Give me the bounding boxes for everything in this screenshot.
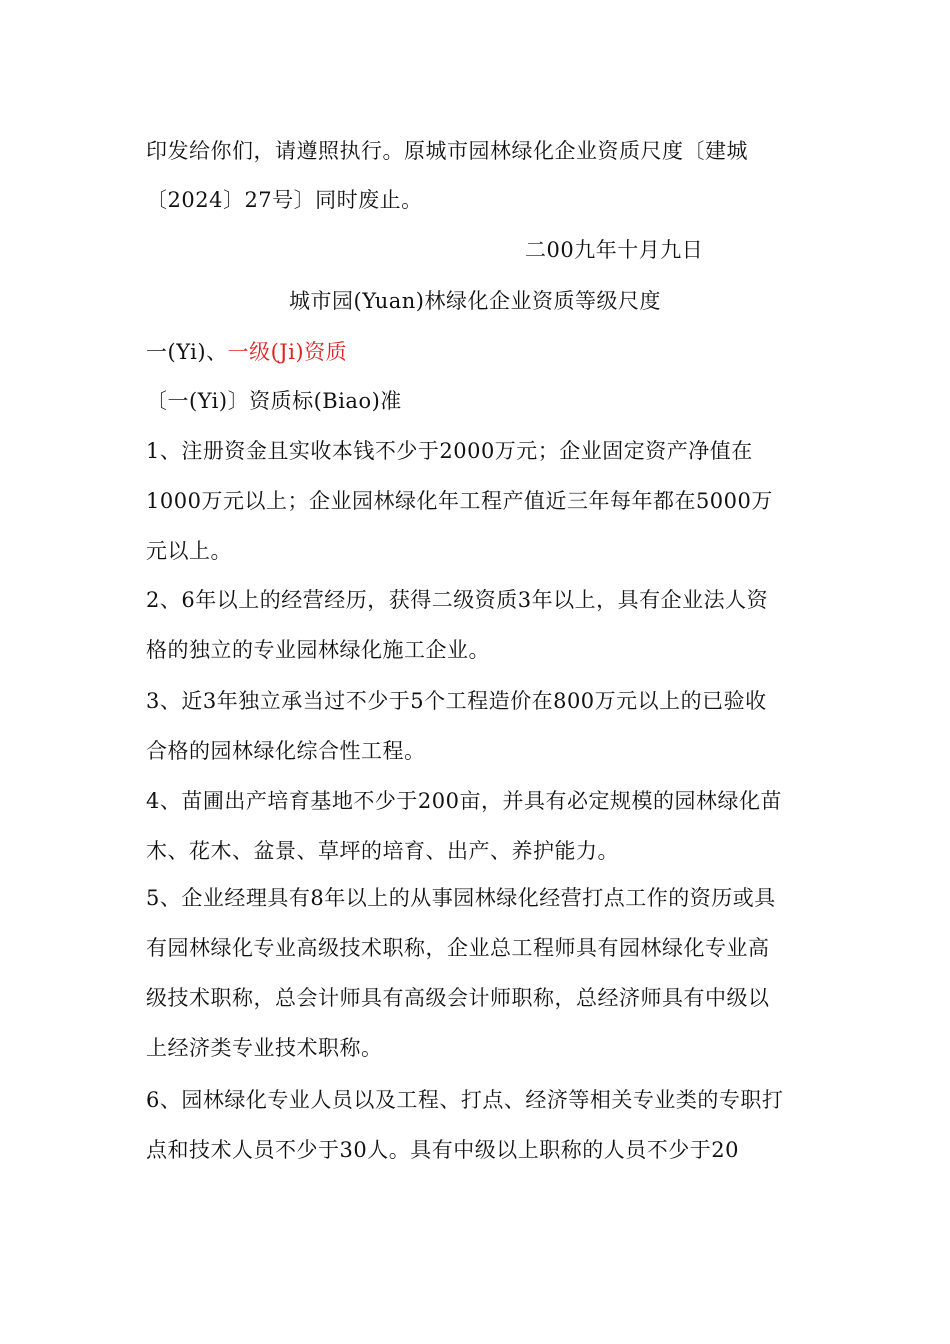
text-line: 合格的园林绿化综合性工程。 (146, 739, 426, 763)
text-line: 4、苗圃出产培育基地不少于200亩，并具有必定规模的园林绿化苗 (146, 789, 782, 813)
text-line: 元以上。 (146, 539, 232, 563)
text-line: 上经济类专业技术职称。 (146, 1036, 383, 1060)
document-title: 城市园(Yuan)林绿化企业资质等级尺度 (289, 289, 661, 313)
text-line: 2、6年以上的经营经历，获得二级资质3年以上，具有企业法人资 (146, 588, 769, 612)
text-line: 3、近3年独立承当过不少于5个工程造价在800万元以上的已验收 (146, 689, 767, 713)
text-line: 5、企业经理具有8年以上的从事园林绿化经营打点工作的资历或具 (146, 886, 776, 910)
section-title-highlight: 一级(Ji)资质 (227, 340, 348, 364)
text-line: 1000万元以上；企业园林绿化年工程产值近三年每年都在5000万 (146, 489, 773, 513)
text-line: 6、园林绿化专业人员以及工程、打点、经济等相关专业类的专职打 (146, 1088, 784, 1112)
text-line: 〔2024〕27号〕同时废止。 (146, 188, 423, 212)
document-date: 二00九年十月九日 (525, 238, 704, 262)
text-line: 木、花木、盆景、草坪的培育、出产、养护能力。 (146, 839, 619, 863)
text-line: 级技术职称，总会计师具有高级会计师职称，总经济师具有中级以 (146, 986, 770, 1010)
text-line: 点和技术人员不少于30人。具有中级以上职称的人员不少于20 (146, 1138, 739, 1162)
text-line: 有园林绿化专业高级技术职称，企业总工程师具有园林绿化专业高 (146, 936, 770, 960)
text-line: 印发给你们，请遵照执行。原城市园林绿化企业资质尺度〔建城 (146, 139, 748, 163)
section-number: 一(Yi)、 (146, 340, 228, 364)
section-heading (146, 338, 347, 366)
subsection-heading: 〔一(Yi)〕资质标(Biao)准 (146, 389, 402, 413)
text-line: 格的独立的专业园林绿化施工企业。 (146, 638, 490, 662)
text-line: 1、注册资金且实收本钱不少于2000万元；企业固定资产净值在 (146, 439, 753, 463)
